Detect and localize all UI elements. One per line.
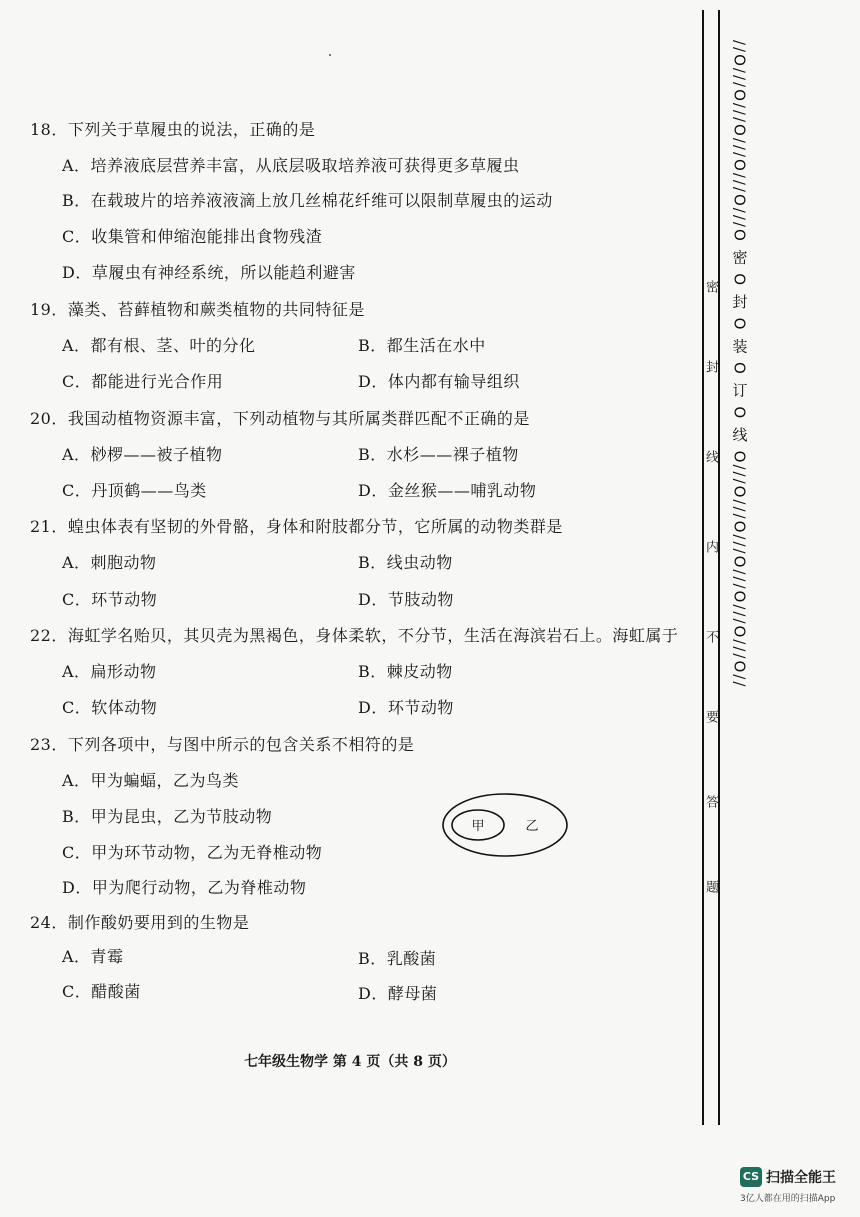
scanner-app-tagline: 3亿人都在用的扫描App (740, 1194, 836, 1204)
q24-option-d: D．酵母菌 (358, 984, 438, 1003)
binding-note-char-8: 题 (703, 880, 718, 893)
scan-speck (329, 54, 331, 56)
q20-option-b: B．水杉——裸子植物 (358, 445, 519, 464)
q18-option-a: A．培养液底层营养丰富，从底层吸取培养液可获得更多草履虫 (62, 156, 520, 175)
q24-option-b: B．乳酸菌 (358, 949, 437, 968)
q19-option-d: D．体内都有输导组织 (358, 372, 520, 391)
binding-note-char-7: 答 (703, 795, 718, 808)
q19-option-a: A．都有根、茎、叶的分化 (62, 336, 256, 355)
page-footer: 七年级生物学 第 4 页（共 8 页） (244, 1054, 456, 1070)
q22-option-a: A．扁形动物 (62, 662, 157, 681)
q21-option-a: A．刺胞动物 (62, 553, 157, 572)
outer-set-label: 乙 (525, 819, 539, 834)
binding-margin (700, 10, 760, 1130)
scanner-app-logo (740, 1165, 850, 1205)
seal-line-column (722, 40, 758, 1120)
binding-note-char-2: 封 (703, 360, 718, 373)
q18-option-b: B．在载玻片的培养液液滴上放几丝棉花纤维可以限制草履虫的运动 (62, 191, 553, 210)
q23-option-a: A．甲为蝙蝠，乙为鸟类 (62, 771, 240, 790)
binding-note-char-1: 密 (703, 280, 718, 293)
inner-set-label: 甲 (471, 819, 485, 834)
q23-option-d: D．甲为爬行动物，乙为脊椎动物 (62, 878, 307, 897)
outer-set-ellipse (443, 794, 567, 856)
binding-line-right (718, 10, 720, 1125)
q24-option-c: C．醋酸菌 (62, 982, 141, 1001)
q20-option-d: D．金丝猴——哺乳动物 (358, 481, 537, 500)
q19-option-c: C．都能进行光合作用 (62, 372, 224, 391)
q18-option-c: C．收集管和伸缩泡能排出食物残渣 (62, 227, 323, 246)
binding-note-char-4: 内 (703, 540, 718, 553)
q24-option-a: A．青霉 (62, 947, 124, 966)
question-18-stem: 18．下列关于草履虫的说法，正确的是 (30, 120, 316, 139)
q20-option-a: A．桫椤——被子植物 (62, 445, 223, 464)
binding-note-char-3: 线 (703, 450, 718, 463)
q23-option-c: C．甲为环节动物，乙为无脊椎动物 (62, 843, 323, 862)
q19-option-b: B．都生活在水中 (358, 336, 486, 355)
q22-option-b: B．棘皮动物 (358, 662, 453, 681)
question-20-stem: 20．我国动植物资源丰富，下列动植物与其所属类群匹配不正确的是 (30, 409, 530, 428)
question-24-stem: 24．制作酸奶要用到的生物是 (30, 913, 250, 932)
q18-option-d: D．草履虫有神经系统，所以能趋利避害 (62, 263, 356, 282)
inclusion-diagram (440, 790, 570, 860)
q22-option-d: D．环节动物 (358, 698, 454, 717)
scanner-badge-icon: CS (740, 1167, 762, 1187)
q22-option-c: C．软体动物 (62, 698, 158, 717)
question-21-stem: 21．蝗虫体表有坚韧的外骨骼，身体和附肢都分节，它所属的动物类群是 (30, 517, 563, 536)
question-22-stem: 22．海虹学名贻贝，其贝壳为黑褐色，身体柔软，不分节，生活在海滨岩石上。海虹属于 (30, 626, 679, 645)
q21-option-d: D．节肢动物 (358, 590, 454, 609)
q23-option-b: B．甲为昆虫，乙为节肢动物 (62, 807, 273, 826)
binding-line-left (702, 10, 704, 1125)
question-19-stem: 19．藻类、苔藓植物和蕨类植物的共同特征是 (30, 300, 365, 319)
q21-option-b: B．线虫动物 (358, 553, 453, 572)
question-23-stem: 23．下列各项中，与图中所示的包含关系不相符的是 (30, 735, 415, 754)
binding-note-char-5: 不 (703, 630, 718, 643)
q21-option-c: C．环节动物 (62, 590, 158, 609)
q20-option-c: C．丹顶鹤——鸟类 (62, 481, 207, 500)
binding-note-char-6: 要 (703, 710, 718, 723)
scanner-app-name: 扫描全能王 (766, 1170, 836, 1186)
seal-line-text: //O///O///O///O///O///O 密 O 封 O 装 O 订 O 线 O///O///O///O///O///O///O// (730, 40, 749, 689)
